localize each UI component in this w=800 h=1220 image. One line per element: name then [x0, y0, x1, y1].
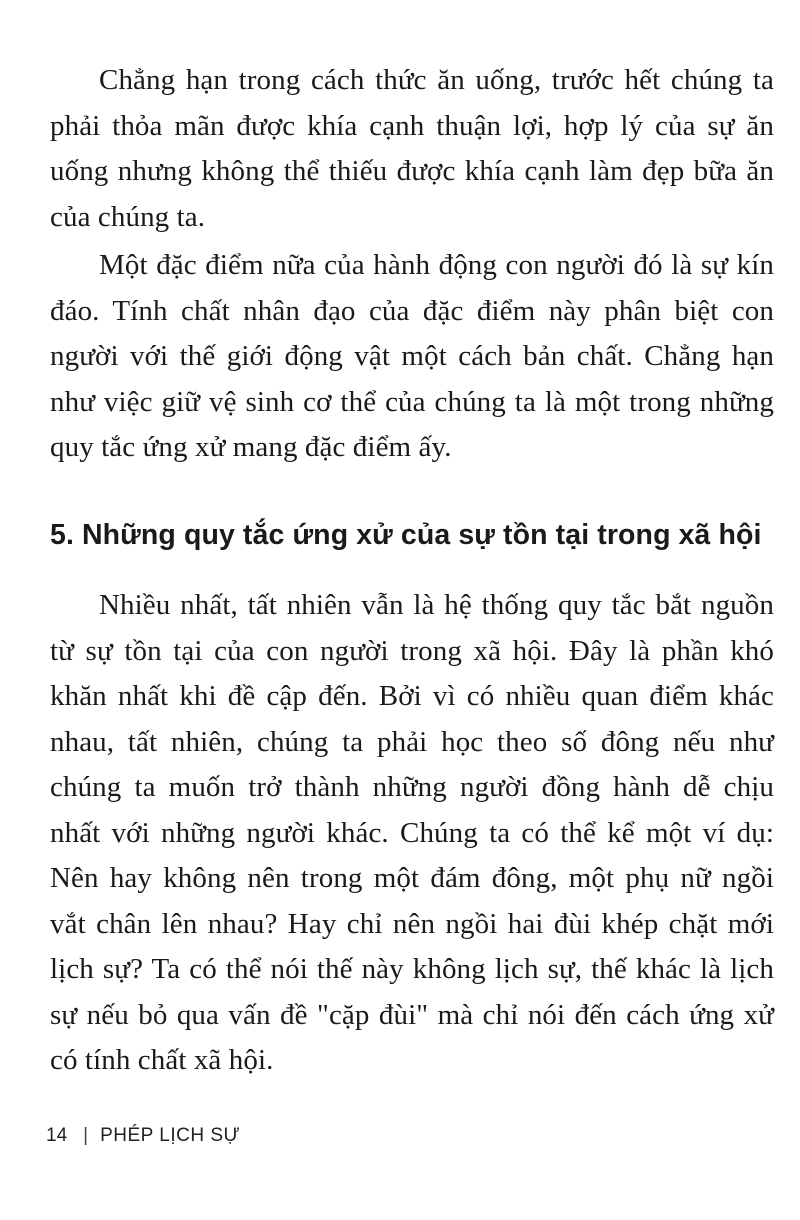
- page-number: 14: [46, 1125, 68, 1146]
- paragraph-discretion: Một đặc điểm nữa của hành động con người đó là sự kín đáo. Tính chất nhân đạo của đặc điểm này phân biệt con người với thế giới động vật một cách bản chất. Chẳng hạn như việc giữ vệ sinh cơ thể của chúng ta là một trong những quy tắc ứng xử mang đặc điểm ấy.: [50, 249, 774, 463]
- footer-separator: |: [83, 1125, 89, 1146]
- page-footer: [46, 1124, 240, 1148]
- book-title: PHÉP LỊCH SỰ: [100, 1125, 241, 1146]
- paragraph-social-rules: Nhiều nhất, tất nhiên vẫn là hệ thống quy tắc bắt nguồn từ sự tồn tại của con người trong xã hội. Đây là phần khó khăn nhất khi đề cập đến. Bởi vì có nhiều quan điểm khác nhau, tất nhiên, chúng ta phải học theo số đông nếu như chúng ta muốn trở thành những người đồng hành dễ chịu nhất với những người khác. Chúng ta có thể kể một ví dụ: Nên hay không nên trong một đám đông, một phụ nữ ngồi vắt chân lên nhau? Hay chỉ nên ngồi hai đùi khép chặt mới lịch sự? Ta có thể nói thế này không lịch sự, thế khác là lịch sự nếu bỏ qua vấn đề "cặp đùi" mà chỉ nói đến cách ứng xử có tính chất xã hội.: [50, 589, 774, 1076]
- section-heading: 5. Những quy tắc ứng xử của sự tồn tại trong xã hội: [50, 519, 762, 551]
- paragraph-eating-manners: Chẳng hạn trong cách thức ăn uống, trước hết chúng ta phải thỏa mãn được khía cạnh thuận lợi, hợp lý của sự ăn uống nhưng không thể thiếu được khía cạnh làm đẹp bữa ăn của chúng ta.: [50, 64, 774, 233]
